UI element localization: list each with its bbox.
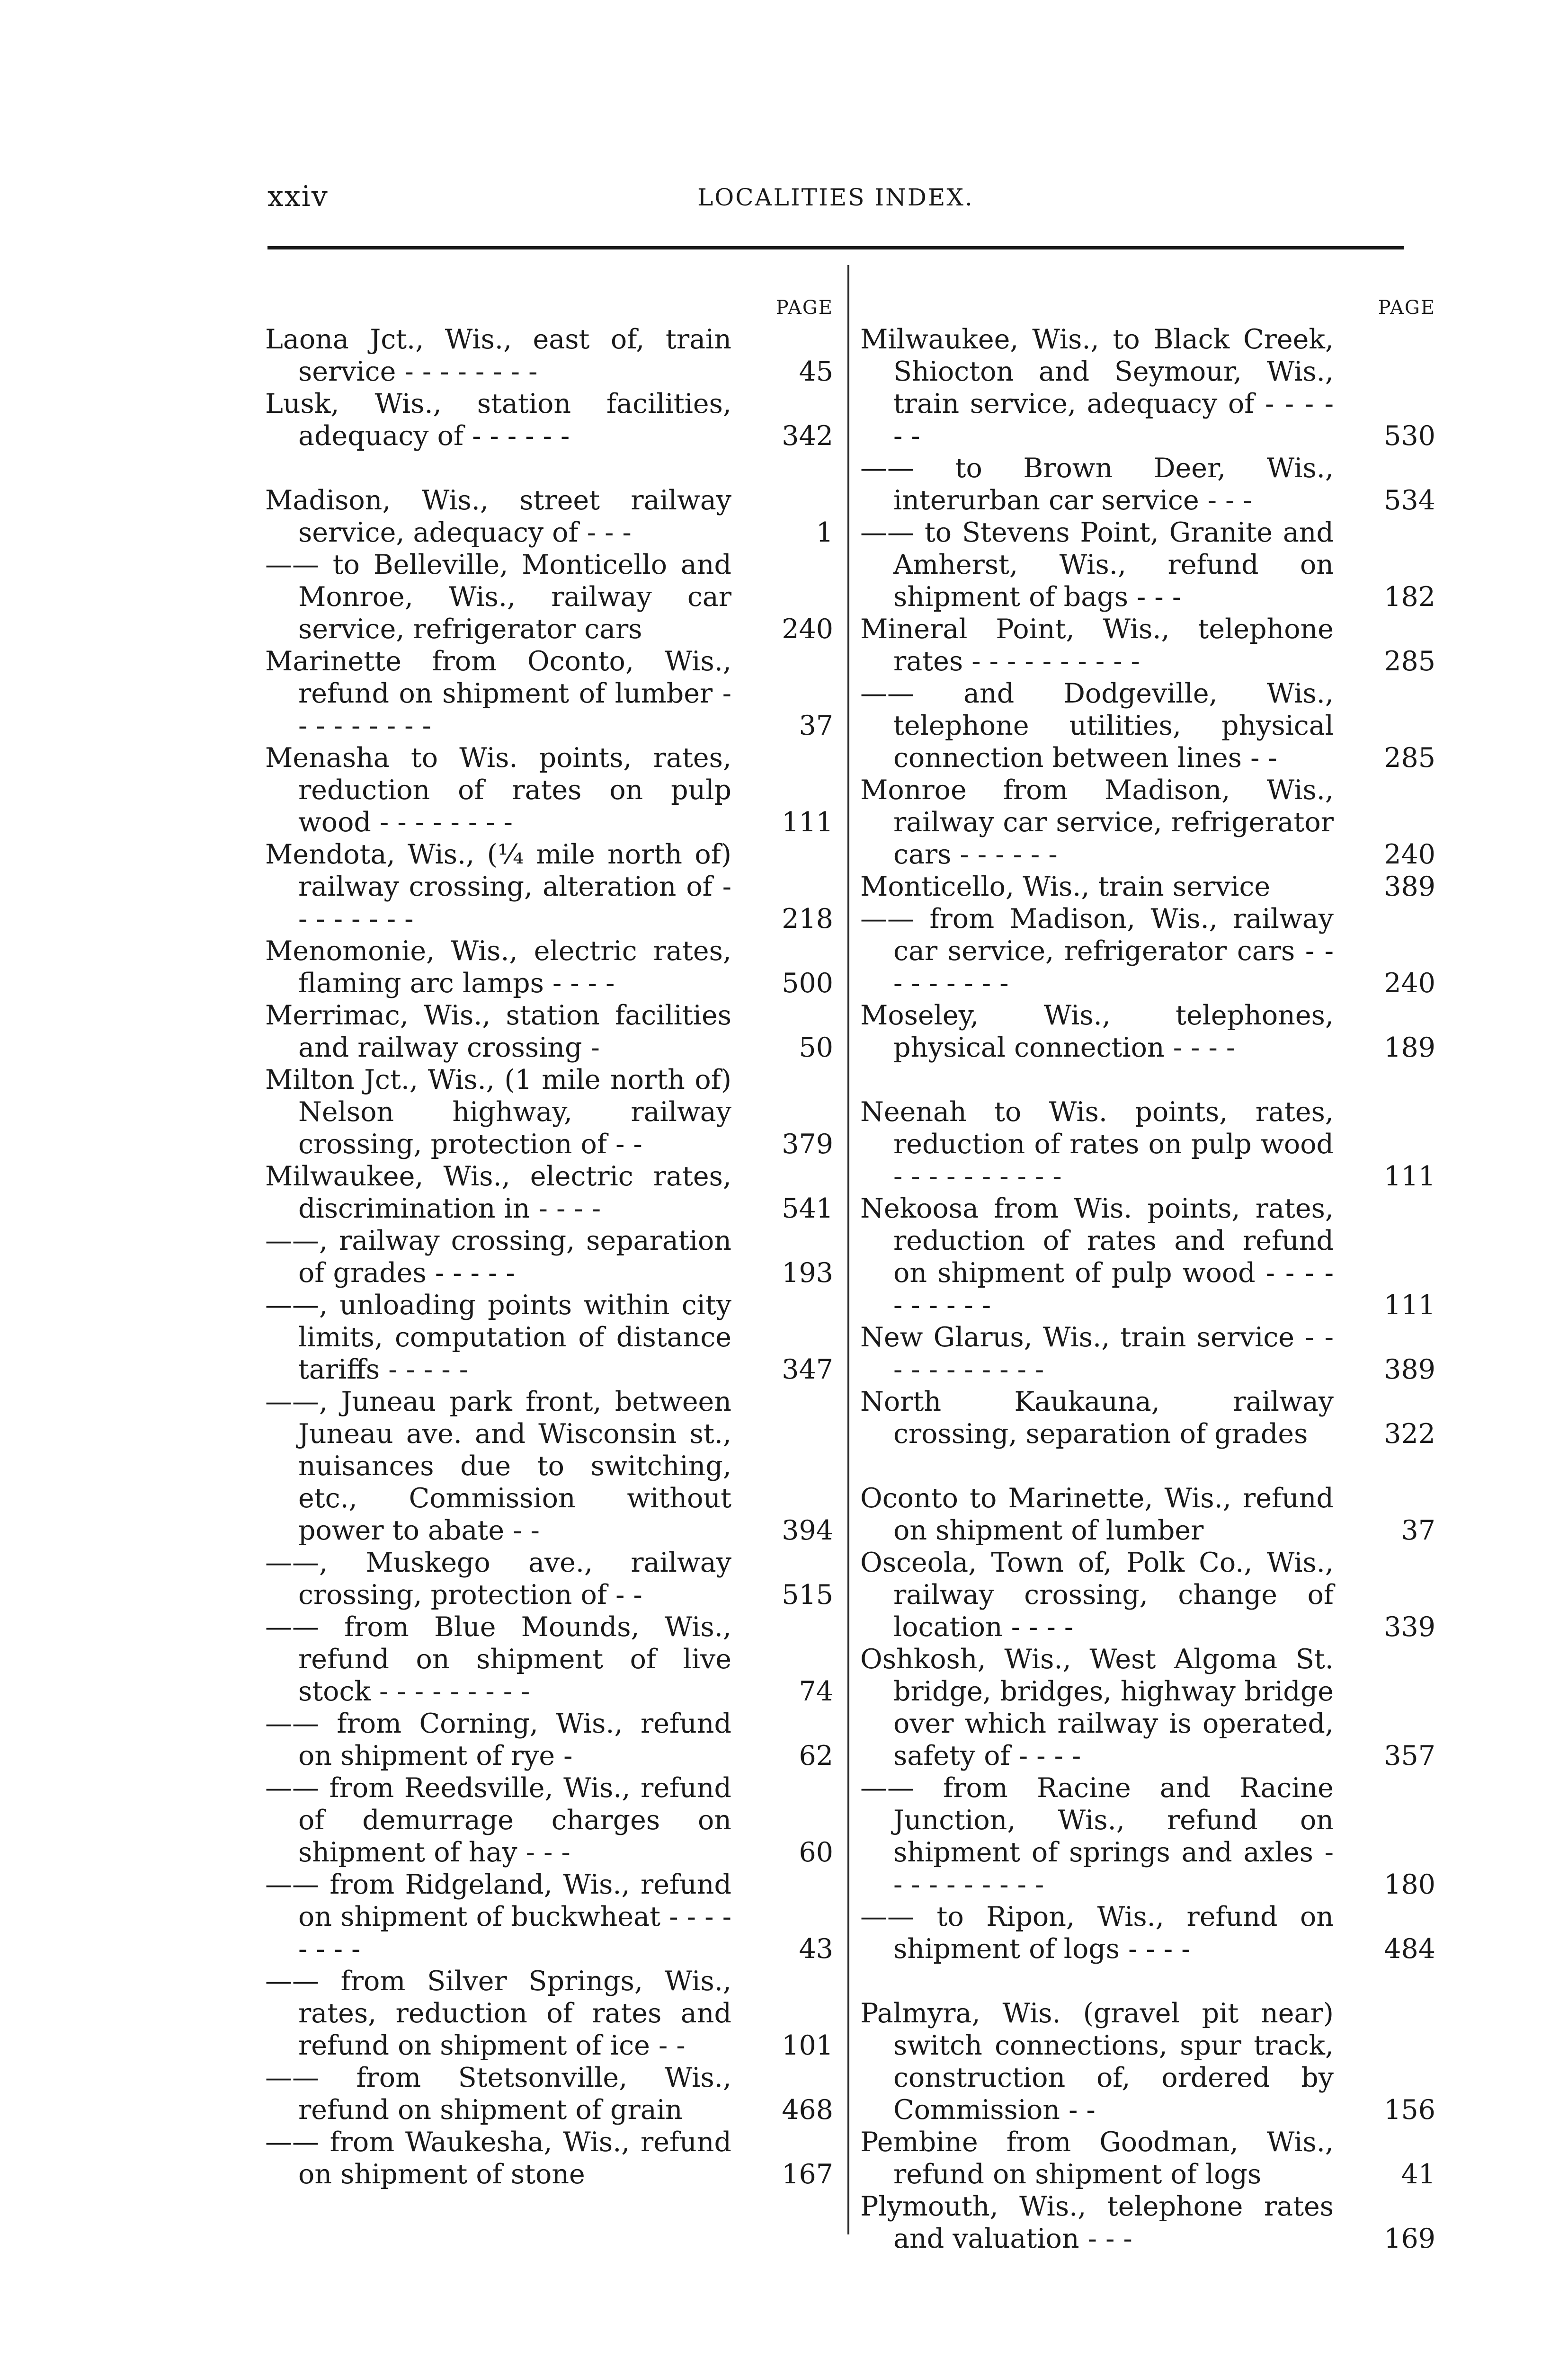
entry-page: 389 [1384,1354,1435,1385]
index-entry [265,484,833,549]
entry-page: 240 [1384,839,1435,870]
entry-page: 37 [1401,1515,1435,1546]
index-entry [860,516,1435,613]
entry-page: 43 [799,1933,833,1965]
entry-page: 60 [799,1837,833,1868]
index-column-left [265,296,833,2190]
entry-text: Monroe from Madison, Wis., railway car service, refrigerator cars - - - - - - [860,774,1334,870]
index-entry [860,1901,1435,1965]
entry-page: 101 [782,2030,833,2061]
index-entry [860,1997,1435,2126]
index-entry [860,1643,1435,1772]
entry-page: 342 [782,420,833,452]
entry-text: —— from Ridgeland, Wis., refund on shipment of buckwheat - - - - - - - - [265,1869,731,1965]
entry-page: 541 [782,1193,833,1224]
index-entry [860,1547,1435,1643]
index-entry [265,935,833,999]
entry-page: 500 [782,968,833,999]
entry-text: North Kaukauna, railway crossing, separation of grades [860,1386,1334,1450]
entry-page: 111 [1384,1290,1435,1321]
index-entry [265,1289,833,1386]
entry-text: —— from Corning, Wis., refund on shipment of rye - [265,1708,731,1771]
entry-text: Oshkosh, Wis., West Algoma St. bridge, bridges, highway bridge over which railway is operated, safety of - - - - [860,1644,1334,1771]
entry-page: 169 [1384,2223,1435,2254]
index-entry [265,1869,833,1965]
entry-text: Milwaukee, Wis., electric rates, discrimination in - - - - [265,1161,731,1224]
entry-text: —— from Silver Springs, Wis., rates, reduction of rates and refund on shipment of ice - - [265,1966,731,2061]
page-column-label: PAGE [1378,297,1435,319]
entry-text: Nekoosa from Wis. points, rates, reduction of rates and refund on shipment of pulp wood - - - - - - - - - - [860,1193,1334,1321]
entry-text: Milwaukee, Wis., to Black Creek, Shiocton and Seymour, Wis., train service, adequacy of - - - - - - [860,324,1334,452]
index-entry [265,838,833,935]
entry-text: ——, Muskego ave., railway crossing, protection of - - [265,1547,731,1611]
index-entry [265,1965,833,2062]
header-rule [267,246,1404,249]
entry-text: ——, railway crossing, separation of grades - - - - - [265,1225,731,1289]
index-entry [860,1096,1435,1192]
entry-text: Menomonie, Wis., electric rates, flaming arc lamps - - - - [265,935,731,999]
index-entry [265,1772,833,1869]
entry-text: Neenah to Wis. points, rates, reduction of rates on pulp wood - - - - - - - - - - [860,1096,1334,1192]
index-entry [265,645,833,742]
index-entry [860,613,1435,677]
entry-text: Mineral Point, Wis., telephone rates - - - - - - - - - - [860,614,1334,677]
entry-page: 111 [782,807,833,838]
index-entry [265,1611,833,1708]
index-entry [860,1386,1435,1450]
entry-text: —— from Reedsville, Wis., refund of demurrage charges on shipment of hay - - - [265,1772,731,1868]
entry-page: 484 [1384,1933,1435,1965]
index-entry [860,323,1435,452]
entry-text: Laona Jct., Wis., east of, train service - - - - - - - - [265,324,731,387]
index-entry [860,677,1435,774]
index-entry [860,903,1435,999]
entry-text: —— from Madison, Wis., railway car service, refrigerator cars - - - - - - - - - [860,903,1334,999]
entry-page: 193 [782,1257,833,1289]
entry-page: 182 [1384,581,1435,613]
running-title: LOCALITIES INDEX. [697,184,974,211]
letter-gap [860,1965,1435,1997]
entry-page: 45 [799,356,833,387]
entry-text: Osceola, Town of, Polk Co., Wis., railway crossing, change of location - - - - [860,1547,1334,1643]
index-entry [265,2126,833,2190]
index-entry [860,1772,1435,1901]
entry-text: Marinette from Oconto, Wis., refund on shipment of lumber - - - - - - - - - [265,646,731,741]
entry-page: 468 [782,2094,833,2126]
entry-page: 74 [799,1676,833,1707]
entry-text: Mendota, Wis., (¼ mile north of) railway crossing, alteration of - - - - - - - - [265,839,731,934]
index-entry [860,1321,1435,1386]
entry-page: 322 [1384,1418,1435,1450]
entry-page: 285 [1384,742,1435,774]
entry-text: Pembine from Goodman, Wis., refund on shipment of logs [860,2127,1334,2190]
entry-text: Lusk, Wis., station facilities, adequacy of - - - - - - [265,388,731,452]
entry-page: 37 [799,710,833,741]
index-entry [265,549,833,645]
index-column-right [860,296,1435,2255]
entry-page: 394 [782,1515,833,1546]
entry-page: 379 [782,1129,833,1160]
entry-page: 339 [1384,1611,1435,1643]
entry-text: Menasha to Wis. points, rates, reduction of rates on pulp wood - - - - - - - - [265,742,731,838]
entry-page: 111 [1384,1161,1435,1192]
entry-page: 41 [1401,2159,1435,2190]
entry-page: 285 [1384,646,1435,677]
entry-text: —— from Stetsonville, Wis., refund on shipment of grain [265,2062,731,2126]
index-entry [860,2190,1435,2255]
entry-page: 1 [816,517,833,548]
entry-text: —— to Brown Deer, Wis., interurban car service - - - [860,453,1334,516]
entry-text: Oconto to Marinette, Wis., refund on shipment of lumber [860,1483,1334,1546]
entry-page: 50 [799,1032,833,1063]
entry-page: 240 [1384,968,1435,999]
index-entry [265,388,833,452]
page-header [267,180,1404,222]
page-folio: xxiv [267,180,329,213]
letter-gap [860,1450,1435,1482]
index-entry [860,999,1435,1064]
entry-text: ——, unloading points within city limits, computation of distance tariffs - - - - - [265,1290,731,1385]
entry-page: 156 [1384,2094,1435,2126]
letter-gap [265,452,833,484]
entry-text: —— from Waukesha, Wis., refund on shipment of stone [265,2127,731,2190]
index-entry [265,1225,833,1289]
entry-page: 240 [782,614,833,645]
entry-text: Plymouth, Wis., telephone rates and valuation - - - [860,2191,1334,2254]
index-entry [860,452,1435,516]
entry-page: 62 [799,1740,833,1771]
entry-page: 189 [1384,1032,1435,1063]
entry-page: 167 [782,2159,833,2190]
index-entry [265,1708,833,1772]
page-column-label: PAGE [775,297,833,319]
entry-text: —— to Belleville, Monticello and Monroe, Wis., railway car service, refrigerator cars [265,549,731,645]
entry-page: 530 [1384,420,1435,452]
entry-text: —— to Ripon, Wis., refund on shipment of logs - - - - [860,1901,1334,1965]
entry-page: 347 [782,1354,833,1385]
entry-page: 218 [782,903,833,934]
entry-page: 389 [1384,871,1435,902]
index-entry [265,742,833,838]
index-entry [265,1547,833,1611]
entry-text: Monticello, Wis., train service [860,871,1271,902]
index-entry [265,999,833,1064]
entry-page: 180 [1384,1869,1435,1900]
entry-text: Palmyra, Wis. (gravel pit near) switch connections, spur track, construction of, ordered by Commission - - [860,1998,1334,2126]
index-entry [265,1064,833,1160]
index-entry [265,1160,833,1225]
index-entry [860,871,1435,903]
entry-text: —— from Racine and Racine Junction, Wis., refund on shipment of springs and axles - - - - - - - - - - [860,1772,1334,1900]
index-entry [860,1192,1435,1321]
entry-text: Moseley, Wis., telephones, physical connection - - - - [860,1000,1334,1063]
index-entry [860,1482,1435,1547]
entry-text: —— to Stevens Point, Granite and Amherst, Wis., refund on shipment of bags - - - [860,517,1334,613]
entry-page: 534 [1384,485,1435,516]
index-entry [265,2062,833,2126]
entry-text: —— from Blue Mounds, Wis., refund on shipment of live stock - - - - - - - - - [265,1611,731,1707]
index-entry [265,323,833,388]
entry-page: 515 [782,1579,833,1611]
entry-text: Madison, Wis., street railway service, adequacy of - - - [265,485,731,548]
entry-text: Milton Jct., Wis., (1 mile north of) Nelson highway, railway crossing, protection of - - [265,1064,731,1160]
entry-text: Merrimac, Wis., station facilities and railway crossing - [265,1000,731,1063]
index-entry [265,1386,833,1547]
letter-gap [860,1064,1435,1096]
index-entry [860,2126,1435,2190]
entry-text: ——, Juneau park front, between Juneau ave. and Wisconsin st., nuisances due to switching, etc., Commission without power to abate - - [265,1386,731,1546]
entry-page: 357 [1384,1740,1435,1771]
entry-text: —— and Dodgeville, Wis., telephone utilities, physical connection between lines - - [860,678,1334,774]
index-entry [860,774,1435,871]
column-divider [847,265,849,2234]
entry-text: New Glarus, Wis., train service - - - - - - - - - - - [860,1322,1334,1385]
